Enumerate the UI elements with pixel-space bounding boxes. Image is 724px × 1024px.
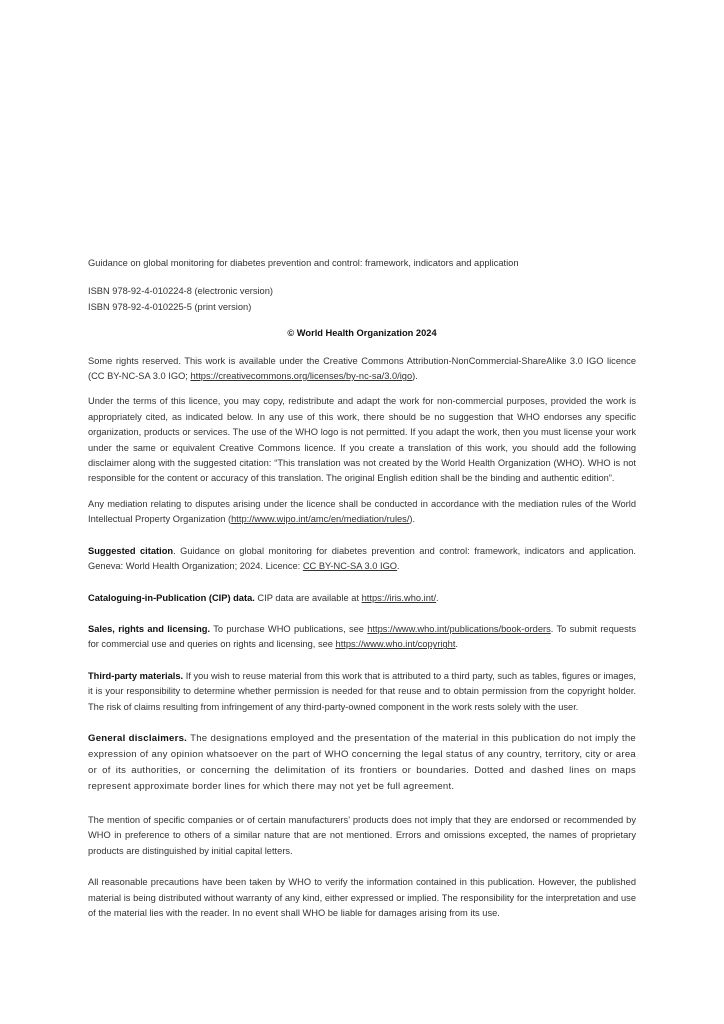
- sales-text-2: . To submit requests for commercial use and queries on rights and licensing, see: [88, 623, 636, 650]
- creative-commons-link[interactable]: https://creativecommons.org/licenses/by-nc-sa/3.0/igo: [190, 371, 413, 382]
- rights-text-2: ).: [412, 371, 418, 382]
- third-party-paragraph: [88, 669, 636, 715]
- cip-label: Cataloguing-in-Publication (CIP) data.: [88, 592, 255, 603]
- sales-paragraph: [88, 622, 636, 653]
- document-title: Guidance on global monitoring for diabetes prevention and control: framework, indicators and application: [88, 258, 519, 268]
- licence-link[interactable]: CC BY-NC-SA 3.0 IGO: [302, 561, 398, 572]
- rights-text-1: Some rights reserved. This work is available under the Creative Commons Attribution-NonCommercial-ShareAlike 3.0 IGO licence (CC BY-NC-SA 3.0 IGO;: [88, 355, 636, 382]
- sales-text-3: .: [455, 639, 459, 650]
- cip-text-2: .: [436, 592, 439, 603]
- book-orders-link[interactable]: https://www.who.int/publications/book-orders: [367, 623, 551, 634]
- rights-paragraph: [88, 354, 636, 385]
- copyright-page: [88, 256, 636, 931]
- iris-link[interactable]: https://iris.who.int/: [361, 592, 437, 603]
- precautions-paragraph: All reasonable precautions have been taken by WHO to verify the information contained in this publication. However, the published material is being distributed without warranty of any kind, either expressed or implied. The responsibility for the interpretation and use of the material lies with the reader. In no event shall WHO be liable for damages arising from its use.: [88, 877, 636, 918]
- citation-text-2: .: [397, 561, 400, 572]
- isbn-print: ISBN 978-92-4-010225-5 (print version): [88, 301, 252, 312]
- cip-text-1: CIP data are available at: [254, 592, 362, 603]
- wipo-link[interactable]: http://www.wipo.int/amc/en/mediation/rules/: [231, 514, 410, 525]
- licence-terms-paragraph: Under the terms of this licence, you may copy, redistribute and adapt the work for non-commercial purposes, provided the work is appropriately cited, as indicated below. In any use of this work, there should be no suggestion that WHO endorses any specific organization, products or services. The use of the WHO logo is not permitted. If you adapt the work, then you must license your work under the same or equivalent Creative Commons licence. If you create a translation of this work, you should add the following disclaimer along with the suggested citation: “This translation was not created by the World Health Organization (WHO). WHO is not responsible for the content or accuracy of this translation. The original English edition shall be the binding and authentic edition”.: [88, 396, 636, 484]
- third-party-text: If you wish to reuse material from this work that is attributed to a third party, such as tables, figures or images, it is your responsibility to determine whether permission is needed for that reuse and to obtain permission from the copyright holder. The risk of claims resulting from infringement of any third-party-owned component in the work rests solely with the user.: [88, 670, 636, 712]
- copyright-link[interactable]: https://www.who.int/copyright: [335, 639, 456, 650]
- sales-text-1: To purchase WHO publications, see: [210, 623, 368, 634]
- citation-text-1: . Guidance on global monitoring for diabetes prevention and control: framework, indicators and application. Geneva: World Health Organization; 2024. Licence:: [88, 545, 636, 572]
- isbn-block: [88, 284, 636, 315]
- general-disclaimers-paragraph: [88, 731, 636, 795]
- suggested-citation-label: Suggested citation: [88, 545, 174, 556]
- isbn-electronic: ISBN 978-92-4-010224-8 (electronic version): [88, 286, 273, 297]
- mention-paragraph: The mention of specific companies or of certain manufacturers’ products does not imply that they are endorsed or recommended by WHO in preference to others of a similar nature that are not mentioned. Errors and omissions excepted, the names of proprietary products are distinguished by initial capital letters.: [88, 814, 636, 856]
- mediation-text-2: ).: [409, 514, 416, 525]
- sales-label: Sales, rights and licensing.: [88, 623, 211, 634]
- general-disclaimers-label: General disclaimers.: [88, 732, 188, 744]
- mediation-paragraph: [88, 497, 636, 528]
- cip-paragraph: [88, 591, 636, 606]
- copyright-notice: © World Health Organization 2024: [287, 328, 437, 339]
- third-party-label: Third-party materials.: [88, 670, 184, 681]
- general-disclaimers-text: The designations employed and the presentation of the material in this publication do not imply the expression of any opinion whatsoever on the part of WHO concerning the legal status of any country, territory, city or area or of its authorities, or concerning the delimitation of its frontiers or boundaries. Dotted and dashed lines on maps represent approximate border lines for which there may not yet be full agreement.: [88, 732, 637, 792]
- suggested-citation-paragraph: [88, 544, 636, 575]
- mediation-text-1: Any mediation relating to disputes arising under the licence shall be conducted in accordance with the mediation rules of the World Intellectual Property Organization (: [88, 498, 636, 525]
